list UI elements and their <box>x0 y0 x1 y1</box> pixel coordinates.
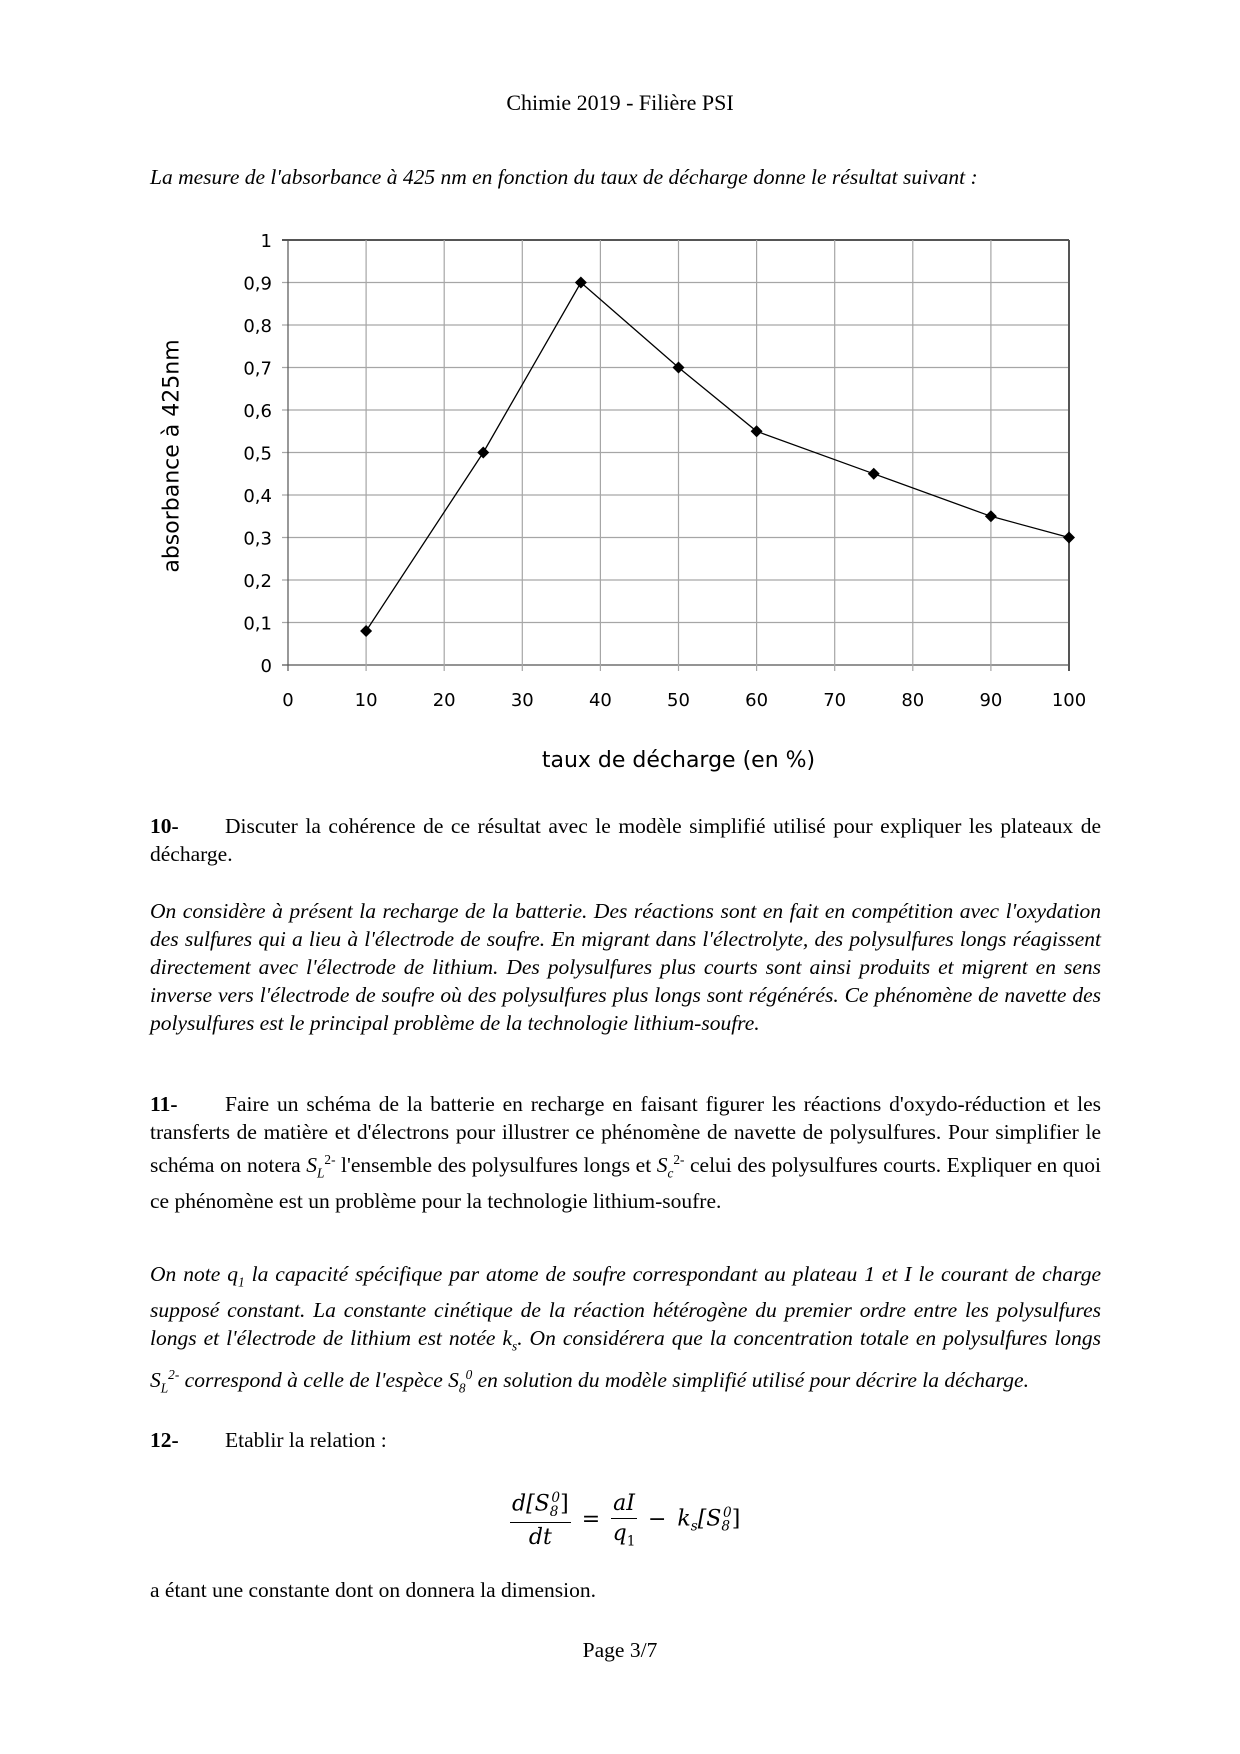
data-line <box>366 283 1069 632</box>
question-10 <box>150 812 1101 868</box>
question-number: 11- <box>150 1092 178 1116</box>
x-tick-label: 20 <box>432 690 456 711</box>
question-text: Discuter la cohérence de ce résultat avec le modèle simplifié utilisé pour expliquer les plateaux de décharge. <box>150 814 1101 866</box>
y-tick-label: 0,8 <box>243 316 272 337</box>
x-tick-label: 40 <box>588 690 612 711</box>
y-tick-label: 0,4 <box>243 486 272 507</box>
after-formula-text: a étant une constante dont on donnera la dimension. <box>150 1578 596 1602</box>
context-recharge: On considère à présent la recharge de la batterie. Des réactions sont en fait en compétition avec l'oxydation des sulfures qui a lieu à l'électrode de soufre. En migrant dans l'électrolyte, des polysulfures longs réagissent directement avec l'électrode de lithium. Des polysulfures plus courts sont ainsi produits et migrent en sens inverse vers l'électrode de soufre où des polysulfures plus longs sont régénérés. Ce phénomène de navette des polysulfures est le principal problème de la technologie lithium-soufre. <box>150 899 1101 1035</box>
page-header: Chimie 2019 - Filière PSI <box>506 90 734 115</box>
chart-grid <box>282 240 1069 671</box>
y-tick-label: 0,1 <box>243 613 272 635</box>
y-tick-label: 1 <box>260 231 272 252</box>
question-text: l'ensemble des polysulfures longs et <box>335 1153 657 1178</box>
x-tick-label: 70 <box>823 690 847 711</box>
question-11 <box>150 1090 1101 1215</box>
question-number: 12- <box>150 1428 179 1452</box>
page-number: Page 3/7 <box>582 1638 658 1662</box>
diamond-marker <box>360 625 372 637</box>
rhs-fraction: $\frac{aI}{q_1}$ <box>612 1490 636 1550</box>
x-tick-label: 60 <box>745 690 769 711</box>
y-tick-label: 0,2 <box>243 571 272 592</box>
question-text: Faire un schéma de la batterie en recharge en faisant figurer les réactions d'oxydo-réduction et les transferts de matière et d'électrons pour illustrer ce phénomène de navette de polysulfures. Pour simplifier le schéma on notera <box>150 1092 1101 1178</box>
x-tick-label: 90 <box>979 690 1003 711</box>
question-number: 10- <box>150 814 179 838</box>
y-tick-label: 0,5 <box>243 443 272 465</box>
absorbance-chart <box>0 0 1240 800</box>
x-tick-label: 0 <box>282 690 294 711</box>
symbol-sl-charge: 2- <box>324 1152 336 1167</box>
diamond-marker <box>868 468 880 480</box>
diamond-marker <box>1063 532 1075 544</box>
x-tick-label: 80 <box>901 690 925 711</box>
symbol-sc-charge: 2- <box>673 1152 685 1167</box>
y-tick-label: 0,6 <box>243 401 272 422</box>
x-tick-label: 100 <box>1051 690 1087 711</box>
symbol-sl: $S_L$ <box>306 1153 325 1181</box>
y-axis-ticks <box>243 231 272 677</box>
rate-equation: $\frac{d[S_8^0]}{dt}$ = $\frac{aI}{q_1}$ − $k_s[S_8^0]$ <box>512 1490 741 1550</box>
lhs-fraction: $\frac{d[S_8^0]}{dt}$ <box>512 1490 569 1550</box>
context-kinetics: On note $q_1$ la capacité spécifique par atome de soufre correspondant au plateau 1 et I le courant de charge supposé constant. La constante cinétique de la réaction hétérogène du premier ordre entre les polysulfures longs et l'électrode de lithium est notée $k_s$. On considérera que la concentration totale en polysulfures longs $S_L^{2-}$ correspond à celle de l'espèce $S_8^0$ en solution du modèle simplifié utilisé pour décrire la décharge. <box>150 1262 1101 1396</box>
question-12 <box>150 1426 1101 1454</box>
symbol-sc: $S_c$ <box>656 1153 674 1181</box>
diamond-marker <box>477 447 489 459</box>
y-axis-title: absorbance à 425nm <box>159 339 185 573</box>
intro-text: La mesure de l'absorbance à 425 nm en fonction du taux de décharge donne le résultat suivant : <box>150 165 978 189</box>
x-tick-label: 10 <box>354 690 378 711</box>
x-tick-label: 30 <box>510 690 534 711</box>
y-tick-label: 0,9 <box>243 273 272 295</box>
question-text: celui des polysulfures courts. Expliquer en quoi ce phénomène est un problème pour la technologie lithium-soufre. <box>150 1153 1102 1214</box>
question-text: Etablir la relation : <box>225 1428 387 1452</box>
data-markers <box>360 277 1075 638</box>
y-tick-label: 0,3 <box>243 528 272 550</box>
y-tick-label: 0,7 <box>243 358 272 380</box>
diamond-marker <box>985 510 997 522</box>
x-tick-label: 50 <box>667 690 690 711</box>
y-tick-label: 0 <box>260 656 272 677</box>
x-axis-ticks <box>282 690 1086 711</box>
x-axis-title: taux de décharge (en %) <box>541 748 816 773</box>
